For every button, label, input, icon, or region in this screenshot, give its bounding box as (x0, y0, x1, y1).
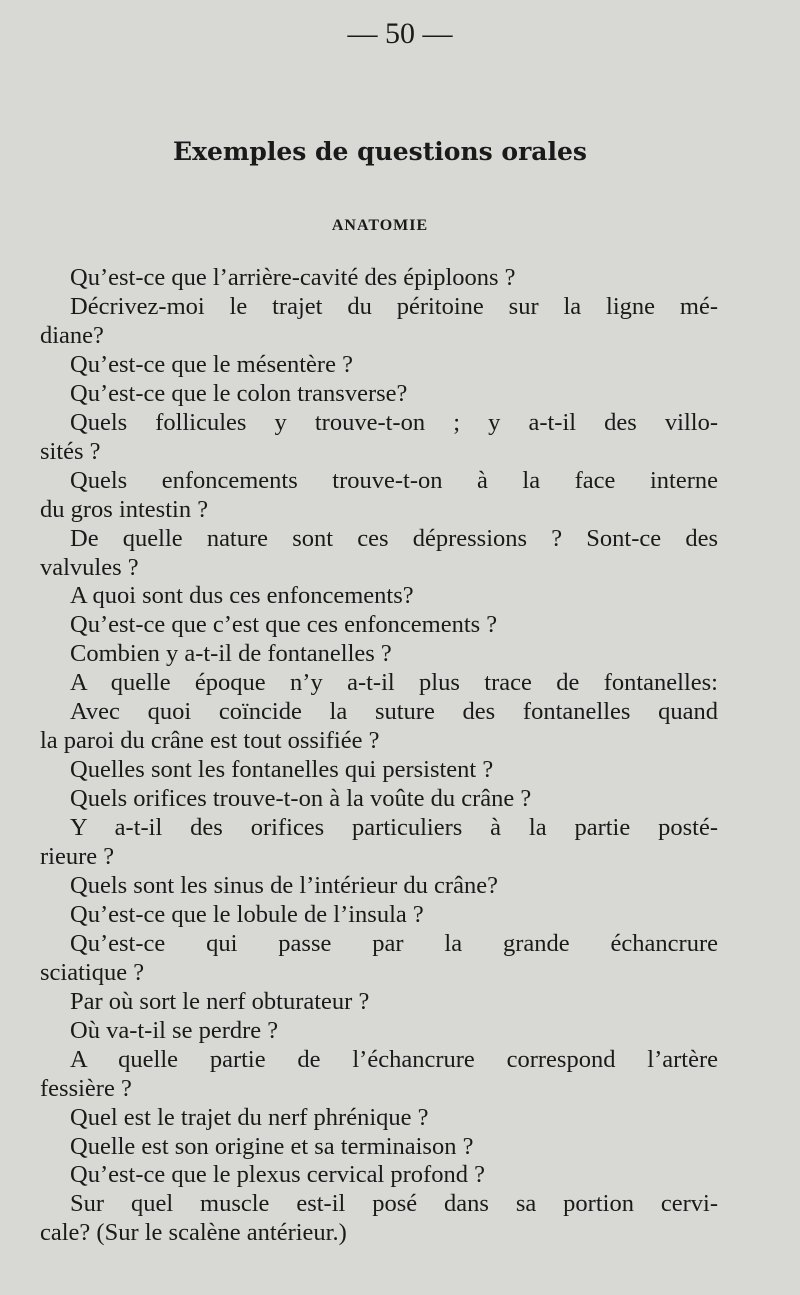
question-line: Décrivez-moi le trajet du péritoine sur la ligne mé- (70, 292, 718, 320)
question-continuation-line: la paroi du crâne est tout ossifiée ? (40, 727, 380, 755)
question-line: Y a-t-il des orifices particuliers à la partie posté- (70, 814, 718, 842)
question-line: Sur quel muscle est-il posé dans sa portion cervi- (70, 1190, 718, 1218)
question-line: Quels enfoncements trouve-t-on à la face interne (70, 466, 718, 494)
question-line: Quels follicules y trouve-t-on ; y a-t-il des villo- (70, 408, 718, 436)
question-continuation-line: cale? (Sur le scalène antérieur.) (40, 1219, 347, 1247)
question-line: Qu’est-ce que l’arrière-cavité des épiploons ? (70, 264, 516, 291)
question-line: Quelles sont les fontanelles qui persistent ? (70, 756, 494, 784)
question-line: Quels sont les sinus de l’intérieur du crâne? (70, 871, 498, 899)
question-continuation-line: diane? (40, 321, 104, 349)
question-continuation-line: sités ? (40, 437, 101, 465)
question-line: Qu’est-ce que c’est que ces enfoncements ? (70, 611, 498, 639)
page-number: — 50 — (347, 17, 453, 50)
question-continuation-line: du gros intestin ? (40, 495, 209, 523)
question-continuation-line: fessière ? (40, 1074, 132, 1102)
question-line: Qu’est-ce que le lobule de l’insula ? (70, 900, 424, 928)
question-line: A quelle partie de l’échancrure correspond l’artère (70, 1045, 718, 1073)
question-line: De quelle nature sont ces dépressions ? Sont-ce des (70, 524, 718, 552)
question-line: Quel est le trajet du nerf phrénique ? (70, 1103, 429, 1131)
question-continuation-line: rieure ? (40, 843, 115, 870)
question-line: Où va-t-il se perdre ? (70, 1016, 279, 1044)
question-line: Qu’est-ce que le plexus cervical profond ? (70, 1161, 485, 1189)
question-line: Avec quoi coïncide la suture des fontanelles quand (70, 698, 718, 726)
question-line: Combien y a-t-il de fontanelles ? (70, 640, 392, 668)
question-line: Qu’est-ce qui passe par la grande échancrure (70, 929, 718, 957)
page-heading: Exemples de questions orales (173, 137, 587, 166)
question-continuation-line: sciatique ? (40, 958, 145, 986)
question-line: Quels orifices trouve-t-on à la voûte du crâne ? (70, 785, 532, 813)
question-line: A quelle époque n’y a-t-il plus trace de fontanelles: (70, 669, 718, 697)
question-line: Qu’est-ce que le mésentère ? (70, 350, 353, 378)
question-line: Par où sort le nerf obturateur ? (70, 987, 370, 1015)
question-line: A quoi sont dus ces enfoncements? (70, 582, 414, 610)
section-title: ANATOMIE (331, 217, 429, 234)
question-line: Quelle est son origine et sa terminaison ? (70, 1132, 474, 1160)
question-line: Qu’est-ce que le colon transverse? (70, 379, 408, 407)
question-continuation-line: valvules ? (40, 553, 139, 581)
